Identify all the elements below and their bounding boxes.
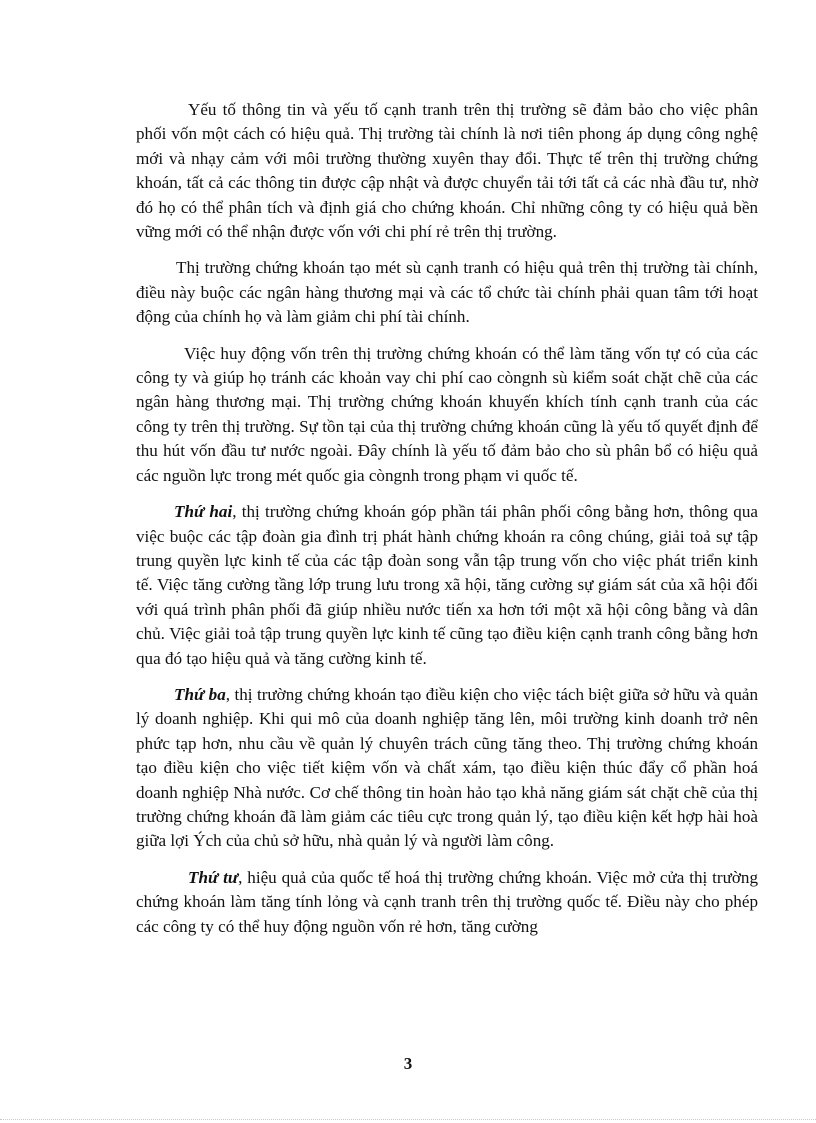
paragraph-text: , thị trường chứng khoán tạo điều kiện cho việc tách biệt giữa sở hữu và quản lý doanh nghiệp. Khi qui mô của doanh nghiệp tăng lên, môi trường kinh doanh trở nên phức tạp hơn, nhu cầu về quản lý chuyên trách cũng tăng theo. Thị trường chứng khoán tạo điều kiện cho việc tiết kiệm vốn và chất xám, tạo điều kiện thúc đẩy cổ phần hoá doanh nghiệp Nhà nước. Cơ chế thông tin hoàn hảo tạo khả năng giám sát chặt chẽ của thị trường chứng khoán đã làm giảm các tiêu cực trong quản lý, tạo điều kiện kết hợp hài hoà giữa lợi Ých của chủ sở hữu, nhà quản lý và người làm công.: [136, 684, 759, 851]
paragraph-text: Thị trường chứng khoán tạo mét sù cạnh tranh có hiệu quả trên thị trường tài chính, điều này buộc các ngân hàng thương mại và các tổ chức tài chính phải quan tâm tới hoạt động của chính họ và làm giảm chi phí tài chính.: [136, 258, 758, 327]
paragraph-text: Yếu tố thông tin và yếu tố cạnh tranh trên thị trường sẽ đảm bảo cho việc phân phối vốn một cách có hiệu quả. Thị trường tài chính là nơi tiên phong áp dụng công nghệ mới và nhạy cảm với môi trường thường xuyên thay đổi. Thực tế trên thị trường chứng khoán, tất cả các thông tin được cập nhật và được chuyển tải tới tất cả các nhà đầu tư, nhờ đó họ có thể phân tích và định giá cho chứng khoán. Chỉ những công ty có hiệu quả bền vững mới có thể nhận được vốn với chi phí rẻ trên thị trường.: [136, 100, 758, 242]
paragraph-text: , thị trường chứng khoán góp phần tái phân phối công bằng hơn, thông qua việc buộc các tập đoàn gia đình trị phát hành chứng khoán ra công chúng, giải toả sự tập trung quyền lực kinh tế của các tập đoàn song vẫn tập trung vốn cho việc phát triển kinh tế. Việc tăng cường tầng lớp trung lưu trong xã hội, tăng cường sự giám sát của xã hội đối với quá trình phân phối đã giúp nhiều nước tiến xa hơn tới một xã hội công bằng và dân chủ. Việc giải toả tập trung quyền lực kinh tế cũng tạo điều kiện cạnh tranh công bằng hơn qua đó tạo hiệu quả và tăng cường kinh tế.: [136, 502, 758, 668]
paragraph-text: , hiệu quả của quốc tế hoá thị trường chứng khoán. Việc mở cửa thị trường chứng khoán làm tăng tính lỏng và cạnh tranh trên thị trường quốc tế. Điều này cho phép các công ty có thể huy động nguồn vốn rẻ hơn, tăng cường: [136, 867, 758, 936]
paragraph-fourth-point: [136, 866, 758, 939]
paragraph-financial-competition: [136, 256, 758, 329]
page-bottom-divider: [0, 1119, 816, 1120]
paragraph-lead: Thứ hai: [174, 502, 233, 522]
paragraph-lead: Thứ tư: [188, 867, 239, 887]
paragraph-second-point: [136, 500, 758, 671]
paragraph-capital-mobilization: [136, 342, 758, 488]
document-body: [136, 98, 758, 951]
paragraph-text: Việc huy động vốn trên thị trường chứng khoán có thể làm tăng vốn tự có của các công ty và giúp họ tránh các khoản vay chi phí cao còngnh sù kiểm soát chặt chẽ của các ngân hàng thương mại. Thị trường chứng khoán khuyến khích tính cạnh tranh của các công ty trên thị trường. Sự tồn tại của thị trường chứng khoán cũng là yếu tố quyết định để thu hút vốn đầu tư nước ngoài. Đây chính là yếu tố đảm bảo cho sù phân bổ có hiệu quả các nguồn lực trong mét quốc gia còngnh trong phạm vi quốc tế.: [136, 343, 758, 485]
paragraph-third-point: [136, 683, 758, 854]
paragraph-lead: Thứ ba: [174, 684, 226, 704]
paragraph-information-competition: [136, 98, 758, 244]
page-number: 3: [403, 1054, 413, 1073]
